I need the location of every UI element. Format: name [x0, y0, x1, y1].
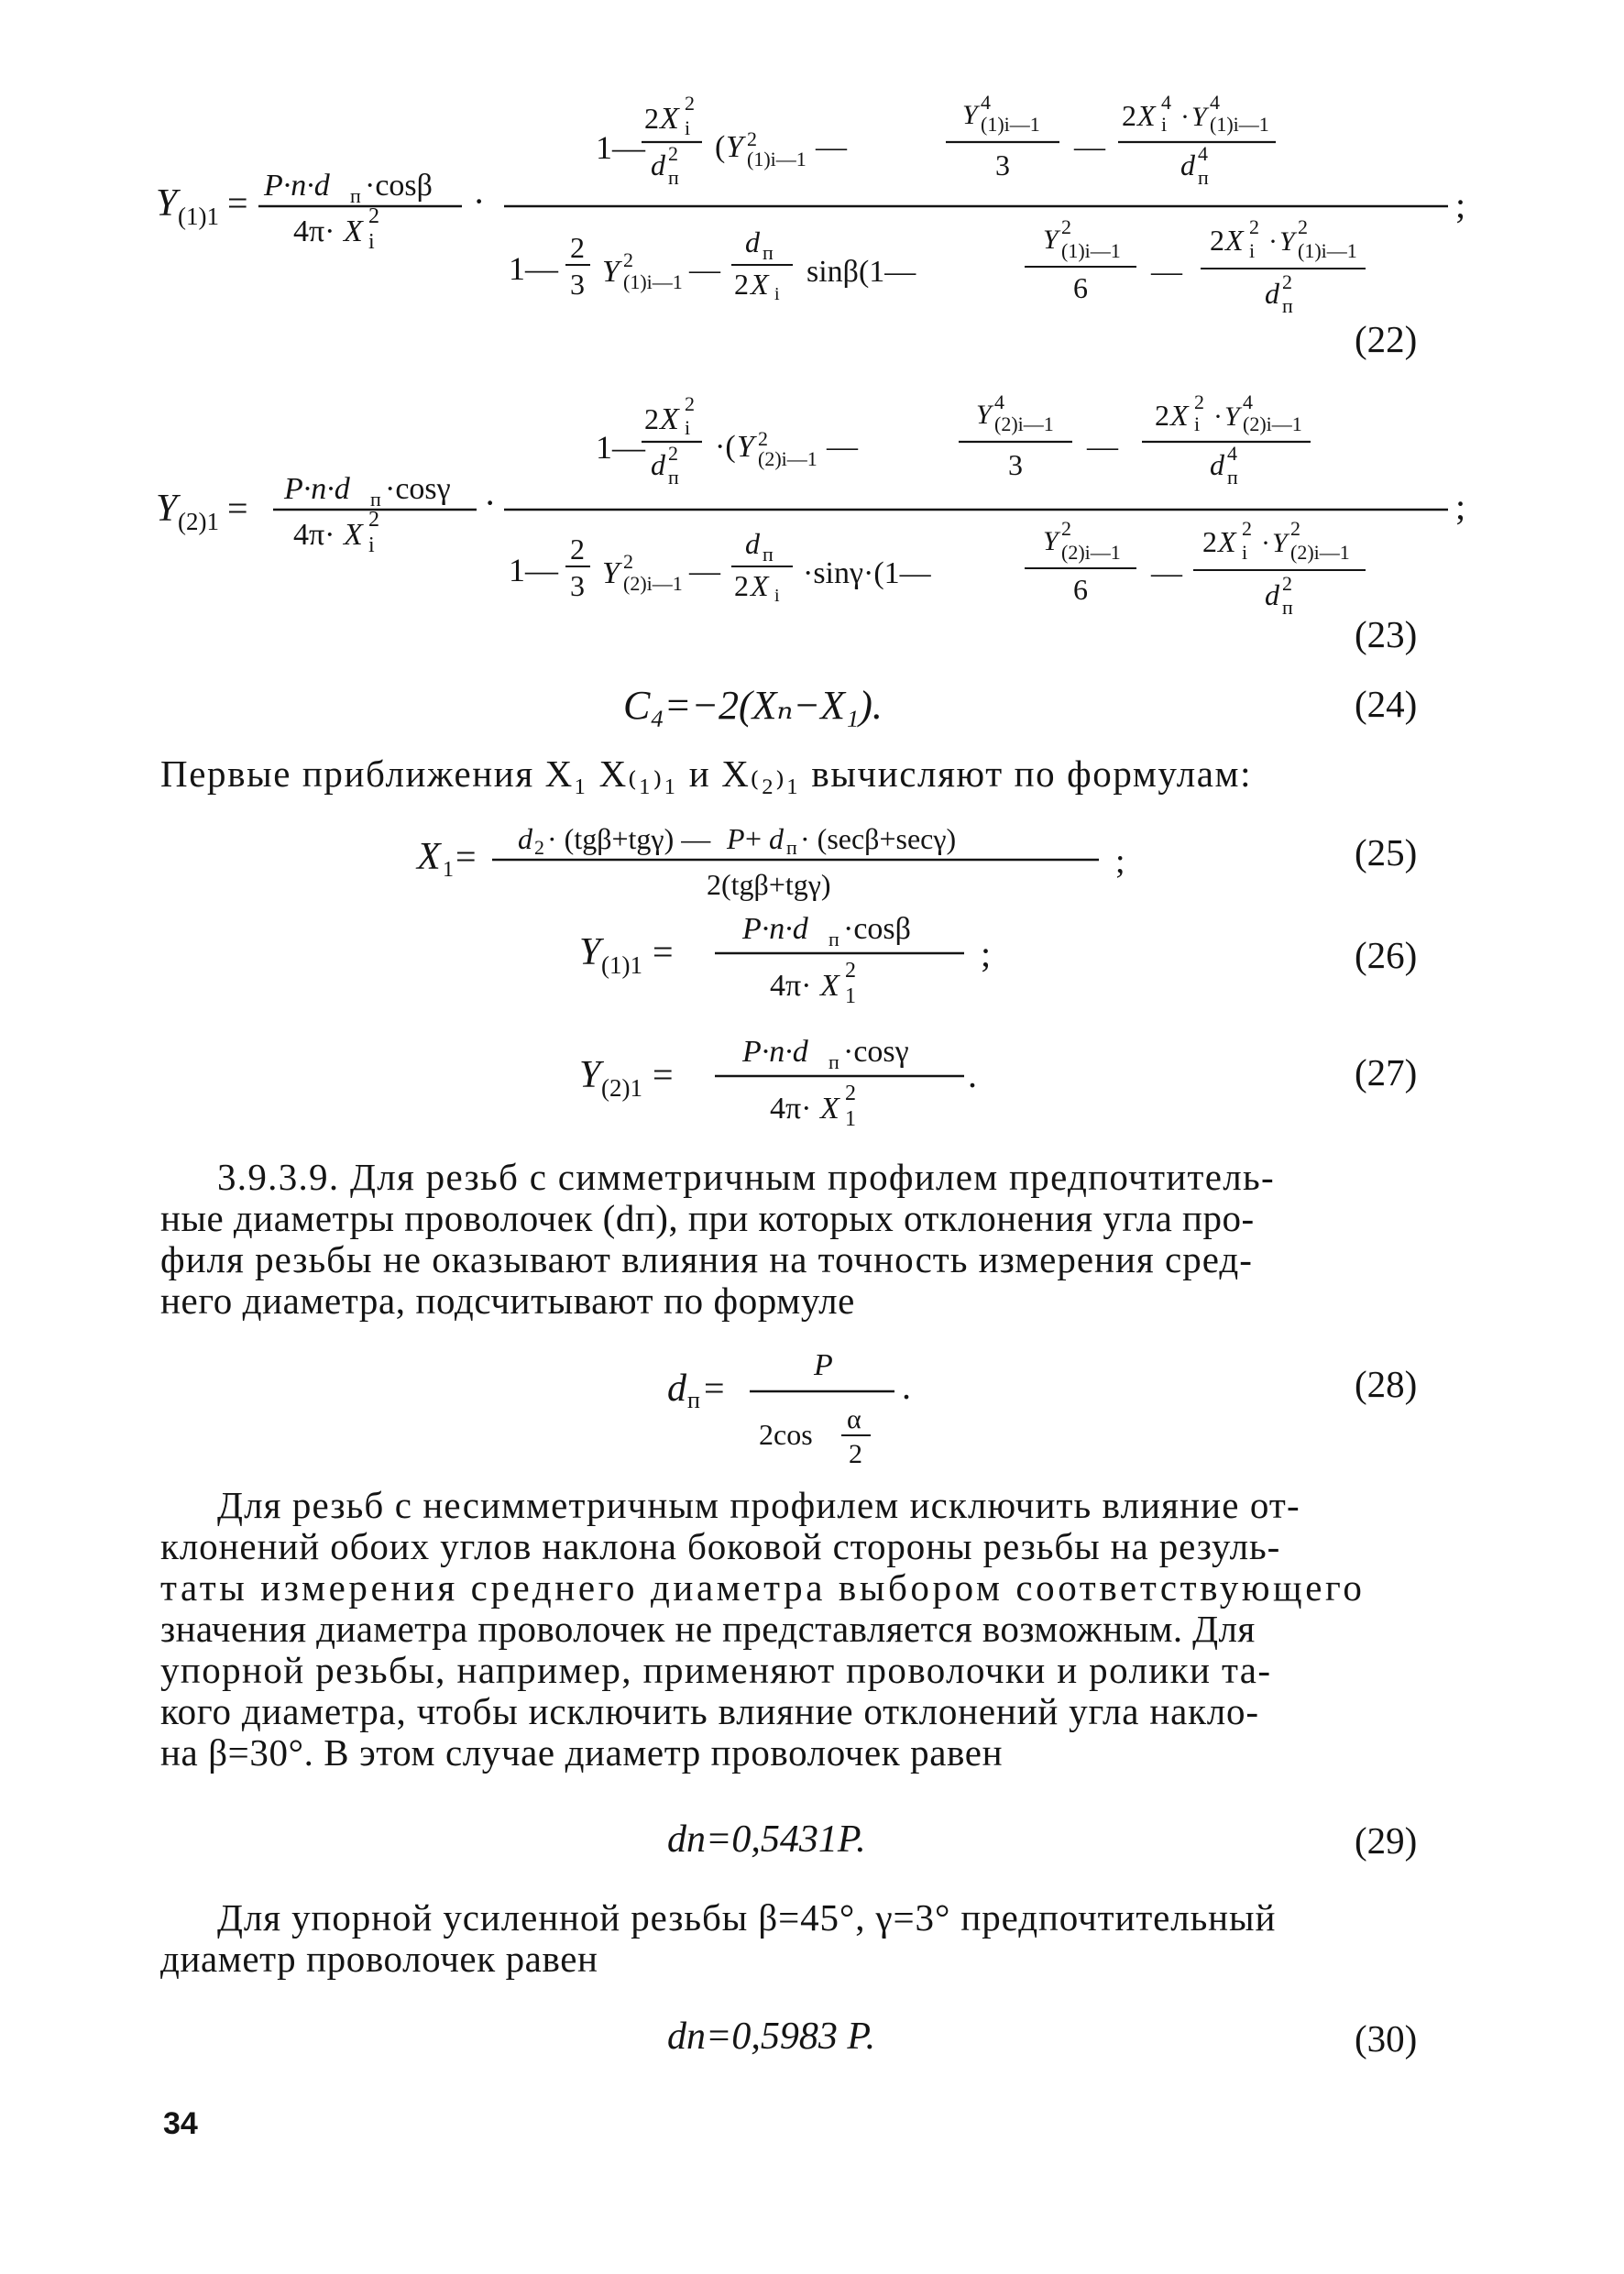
- svg-text:2: 2: [644, 402, 659, 435]
- svg-text:=: =: [653, 1054, 674, 1095]
- svg-text:(: (: [715, 130, 726, 164]
- svg-text:4: 4: [1161, 91, 1171, 114]
- svg-text:2: 2: [685, 392, 695, 415]
- svg-text:2: 2: [1155, 399, 1169, 432]
- svg-text:(2)i—1: (2)i—1: [623, 572, 683, 595]
- svg-text:2: 2: [845, 959, 856, 983]
- text-line: 3.9.3.9. Для резьб с симметричным профилем предпочтитель-: [217, 1156, 1275, 1198]
- svg-text:·cosβ: ·cosβ: [843, 912, 911, 946]
- svg-text:4π·: 4π·: [770, 969, 812, 1003]
- svg-text:2: 2: [1122, 99, 1136, 132]
- svg-text:i: i: [685, 116, 691, 139]
- svg-text:2: 2: [1061, 215, 1071, 238]
- svg-text:Y: Y: [602, 255, 620, 289]
- svg-text:—: —: [689, 555, 720, 588]
- svg-text:—: —: [1151, 255, 1182, 289]
- svg-text:i: i: [774, 284, 780, 304]
- text-line: значения диаметра проволочек не представляется возможным. Для: [160, 1608, 1256, 1650]
- svg-text:d: d: [518, 822, 532, 855]
- svg-text:;: ;: [1455, 486, 1466, 527]
- formula-26: [579, 907, 1019, 1017]
- svg-text:4: 4: [1243, 390, 1253, 413]
- text-line: филя резьбы не оказывают влияния на точность измерения сред-: [160, 1238, 1253, 1280]
- svg-text:2: 2: [1210, 224, 1224, 257]
- svg-text:i: i: [1242, 541, 1248, 564]
- equation-number: (23): [1355, 613, 1418, 655]
- svg-text:п: п: [828, 1050, 839, 1073]
- svg-text:X: X: [417, 836, 441, 878]
- formula-22: [156, 87, 1485, 325]
- formula-30: dп=0,5983 P.: [667, 2016, 876, 2058]
- paragraph-asymmetric: [160, 1485, 1442, 1774]
- svg-text:1: 1: [443, 858, 454, 882]
- svg-text:sinβ(1—: sinβ(1—: [807, 255, 916, 289]
- svg-text:1: 1: [845, 984, 856, 1008]
- svg-text:;: ;: [981, 933, 992, 974]
- svg-text:X: X: [1225, 224, 1244, 257]
- intro-line: [160, 753, 1442, 795]
- svg-text:2cos: 2cos: [759, 1418, 813, 1451]
- svg-text:·: ·: [1213, 401, 1223, 432]
- svg-text:(1)i—1: (1)i—1: [623, 270, 683, 293]
- svg-text:Y: Y: [1191, 102, 1207, 132]
- text-line: Для резьб с несимметричным профилем исключить влияние от-: [217, 1484, 1300, 1526]
- svg-text:=: =: [704, 1368, 725, 1409]
- svg-text:4: 4: [1198, 142, 1208, 165]
- svg-text:2: 2: [734, 569, 749, 602]
- svg-text:P·n·d: P·n·d: [742, 912, 808, 946]
- svg-text:3: 3: [570, 268, 585, 301]
- svg-text:—: —: [1074, 130, 1105, 164]
- text-line: него диаметра, подсчитывают по формуле: [160, 1280, 855, 1322]
- svg-text:i: i: [685, 416, 691, 439]
- text-line: на β=30°. В этом случае диаметр проволочек равен: [160, 1731, 1004, 1774]
- svg-text:Y: Y: [962, 100, 978, 130]
- svg-text:1—: 1—: [509, 552, 558, 588]
- svg-text:=: =: [455, 836, 477, 877]
- svg-text:3: 3: [1008, 448, 1023, 481]
- svg-text:d: d: [651, 448, 665, 481]
- text-line: диаметр проволочек равен: [160, 1938, 598, 1980]
- text-line: таты измерения среднего диаметра выбором соответствующего: [160, 1566, 1366, 1609]
- svg-text:P·n·d: P·n·d: [742, 1035, 808, 1069]
- svg-text:X: X: [1137, 99, 1156, 132]
- svg-text:2: 2: [623, 248, 633, 271]
- svg-text:Y: Y: [1272, 528, 1288, 558]
- equation-number: (22): [1355, 318, 1418, 360]
- svg-text:X: X: [1170, 399, 1189, 432]
- svg-text:(2)i—1: (2)i—1: [1290, 541, 1350, 564]
- svg-text:2: 2: [1282, 270, 1292, 293]
- svg-text:п: п: [687, 1387, 700, 1413]
- svg-text:d: d: [651, 148, 665, 181]
- svg-text:2: 2: [668, 142, 678, 165]
- svg-text:Y: Y: [1043, 526, 1059, 556]
- svg-text:P: P: [814, 1348, 833, 1382]
- svg-text:Y: Y: [156, 488, 178, 530]
- svg-text:P·n·d: P·n·d: [284, 472, 350, 506]
- paragraph-reinforced: [160, 1897, 1442, 1980]
- svg-text:6: 6: [1073, 271, 1088, 304]
- svg-text:2: 2: [747, 127, 757, 150]
- svg-text:2: 2: [845, 1082, 856, 1105]
- formula-28: [667, 1344, 960, 1481]
- equation-number: (30): [1355, 2017, 1418, 2060]
- svg-text:d: d: [745, 527, 760, 560]
- svg-text:2: 2: [734, 268, 749, 301]
- svg-text:п: п: [370, 488, 381, 511]
- svg-text:п: п: [786, 836, 797, 859]
- text-line: клонений обоих углов наклона боковой стороны резьбы на резуль-: [160, 1525, 1281, 1567]
- svg-text:;: ;: [1115, 842, 1125, 881]
- svg-text:X: X: [660, 402, 679, 436]
- svg-text:· (secβ+secγ): · (secβ+secγ): [800, 822, 957, 855]
- paragraph-3939: [160, 1157, 1442, 1322]
- svg-text:—: —: [816, 130, 847, 164]
- svg-text:(2)i—1: (2)i—1: [994, 412, 1054, 435]
- svg-text:—: —: [689, 253, 720, 287]
- svg-text:d: d: [745, 225, 760, 258]
- page-number: 34: [163, 2106, 198, 2141]
- svg-text:4π·: 4π·: [293, 214, 335, 248]
- text-line: кого диаметра, чтобы исключить влияние отклонений угла накло-: [160, 1690, 1259, 1732]
- svg-text:Y: Y: [602, 556, 620, 590]
- svg-text:6: 6: [1073, 573, 1088, 606]
- svg-text:2: 2: [1202, 525, 1217, 558]
- svg-text:=: =: [227, 488, 248, 529]
- equation-number: (27): [1355, 1051, 1418, 1093]
- svg-text:·cosγ: ·cosγ: [843, 1035, 909, 1069]
- formula-24: C₄=−2(Xₙ−X₁).: [623, 683, 883, 728]
- svg-text:п: п: [1227, 466, 1238, 489]
- svg-text:п: п: [763, 241, 774, 264]
- equation-number: (28): [1355, 1363, 1418, 1405]
- svg-text:X: X: [344, 518, 363, 552]
- svg-text:d: d: [667, 1368, 686, 1410]
- formula-25: [417, 816, 1150, 917]
- svg-text:(1)1: (1)1: [601, 951, 642, 979]
- equation-number: (29): [1355, 1819, 1418, 1862]
- svg-text:(2)1: (2)1: [178, 508, 219, 535]
- svg-text:(1)1: (1)1: [178, 203, 219, 230]
- svg-text:d: d: [1210, 448, 1224, 481]
- svg-text:2: 2: [1298, 215, 1308, 238]
- svg-text:2: 2: [570, 231, 585, 264]
- svg-text:(2)i—1: (2)i—1: [1061, 541, 1121, 564]
- svg-text:Y: Y: [737, 430, 754, 464]
- svg-text:2: 2: [368, 204, 379, 228]
- svg-text:2: 2: [849, 1439, 862, 1469]
- svg-text:i: i: [1194, 412, 1201, 435]
- svg-text:(2)i—1: (2)i—1: [758, 447, 817, 470]
- svg-text:=: =: [653, 931, 674, 972]
- svg-text:X: X: [820, 969, 839, 1003]
- svg-text:·: ·: [1180, 102, 1190, 132]
- svg-text:4: 4: [981, 91, 991, 114]
- svg-text:·cosγ: ·cosγ: [385, 472, 451, 506]
- svg-text:4: 4: [994, 390, 1004, 413]
- svg-text:(2)i—1: (2)i—1: [1243, 412, 1302, 435]
- svg-text:d: d: [1265, 277, 1279, 310]
- svg-text:·: ·: [1261, 528, 1270, 558]
- svg-text:1: 1: [845, 1107, 856, 1131]
- svg-text:3: 3: [570, 569, 585, 602]
- svg-text:d: d: [1265, 578, 1279, 611]
- svg-text:α: α: [847, 1404, 861, 1434]
- svg-text:2: 2: [368, 508, 379, 532]
- svg-text:=: =: [227, 182, 248, 224]
- svg-text:3: 3: [995, 148, 1010, 181]
- svg-text:·: ·: [484, 482, 497, 523]
- svg-text:d: d: [769, 822, 784, 855]
- svg-text:1—: 1—: [596, 129, 645, 166]
- svg-text:2: 2: [1061, 517, 1071, 540]
- svg-text:Y: Y: [579, 1054, 601, 1096]
- text-line: Первые приближения X₁ X₍₁₎₁ и X₍₂₎₁ вычисляют по формулам:: [160, 753, 1253, 795]
- svg-text:Y: Y: [726, 130, 743, 164]
- svg-text:d: d: [1180, 148, 1195, 181]
- svg-text:·: ·: [1268, 226, 1278, 257]
- equation-number: (26): [1355, 934, 1418, 976]
- svg-text:(2)1: (2)1: [601, 1074, 642, 1102]
- svg-text:i: i: [1161, 113, 1168, 136]
- svg-text:2: 2: [668, 442, 678, 465]
- svg-text:2: 2: [1249, 215, 1259, 238]
- svg-text:i: i: [368, 230, 375, 254]
- svg-text:X: X: [1218, 525, 1236, 558]
- svg-text:P·n·d: P·n·d: [264, 169, 330, 203]
- svg-text:;: ;: [1455, 184, 1466, 225]
- svg-text:п: п: [828, 928, 839, 950]
- svg-text:Y: Y: [1224, 401, 1240, 432]
- svg-text:4π·: 4π·: [293, 518, 335, 552]
- svg-text:2: 2: [1282, 572, 1292, 595]
- svg-text:2: 2: [1194, 390, 1204, 413]
- svg-text:(1)i—1: (1)i—1: [747, 148, 807, 170]
- formula-23: [156, 385, 1485, 623]
- svg-text:i: i: [368, 533, 375, 557]
- svg-text:п: п: [763, 543, 774, 566]
- svg-text:(1)i—1: (1)i—1: [981, 113, 1040, 136]
- text-line: Для упорной усиленной резьбы β=45°, γ=3° предпочтительный: [217, 1896, 1277, 1939]
- svg-text:X: X: [820, 1092, 839, 1126]
- svg-text:(1)i—1: (1)i—1: [1061, 239, 1121, 262]
- svg-text:.: .: [902, 1366, 911, 1407]
- svg-text:(1)i—1: (1)i—1: [1298, 239, 1357, 262]
- svg-text:2(tgβ+tgγ): 2(tgβ+tgγ): [707, 868, 831, 901]
- svg-text:—: —: [1151, 556, 1182, 590]
- svg-text:Y: Y: [1043, 225, 1059, 255]
- svg-text:2: 2: [1290, 517, 1300, 540]
- svg-text:п: п: [1282, 294, 1293, 317]
- svg-text:Y: Y: [156, 182, 178, 225]
- svg-text:4: 4: [1210, 91, 1220, 114]
- formula-27: [579, 1030, 1019, 1140]
- svg-text:(1)i—1: (1)i—1: [1210, 113, 1269, 136]
- svg-text:п: п: [1198, 166, 1209, 189]
- svg-text:X: X: [751, 268, 769, 301]
- svg-text:2: 2: [570, 533, 585, 566]
- svg-text:—: —: [827, 430, 858, 464]
- svg-text:1—: 1—: [596, 429, 645, 466]
- svg-text:·sinγ·(1—: ·sinγ·(1—: [803, 556, 931, 590]
- svg-text:2: 2: [1242, 517, 1252, 540]
- svg-text:·cosβ: ·cosβ: [365, 169, 433, 203]
- svg-text:2: 2: [623, 550, 633, 573]
- svg-text:2: 2: [644, 102, 659, 135]
- equation-number: (24): [1355, 683, 1418, 725]
- svg-text:1—: 1—: [509, 250, 558, 287]
- svg-text:п: п: [1282, 596, 1293, 619]
- equation-number: (25): [1355, 831, 1418, 873]
- svg-text:Y: Y: [976, 400, 992, 430]
- formula-29: dп=0,5431P.: [667, 1818, 866, 1861]
- svg-text:2: 2: [685, 92, 695, 115]
- svg-text:i: i: [1249, 239, 1256, 262]
- svg-text:P: P: [727, 822, 745, 855]
- svg-text:2: 2: [534, 836, 544, 859]
- svg-text:2: 2: [758, 427, 768, 450]
- svg-text:·: ·: [473, 181, 486, 222]
- text-line: ные диаметры проволочек (dп), при которых отклонения угла про-: [160, 1197, 1255, 1239]
- svg-text:п: п: [668, 466, 679, 489]
- text-line: упорной резьбы, например, применяют проволочки и ролики та-: [160, 1649, 1272, 1691]
- svg-text:Y: Y: [1279, 226, 1295, 257]
- svg-text:·(: ·(: [715, 430, 736, 464]
- svg-text:п: п: [350, 184, 361, 207]
- svg-text:X: X: [344, 214, 363, 248]
- svg-text:4π·: 4π·: [770, 1092, 812, 1126]
- svg-text:i: i: [774, 586, 780, 606]
- svg-text:+: +: [745, 822, 763, 855]
- svg-text:п: п: [668, 166, 679, 189]
- svg-text:· (tgβ+tgγ) —: · (tgβ+tgγ) —: [547, 822, 711, 855]
- svg-text:X: X: [660, 102, 679, 136]
- svg-text:Y: Y: [579, 931, 601, 973]
- svg-text:—: —: [1087, 430, 1118, 464]
- svg-text:.: .: [968, 1054, 977, 1095]
- svg-text:X: X: [751, 569, 769, 602]
- svg-text:4: 4: [1227, 442, 1237, 465]
